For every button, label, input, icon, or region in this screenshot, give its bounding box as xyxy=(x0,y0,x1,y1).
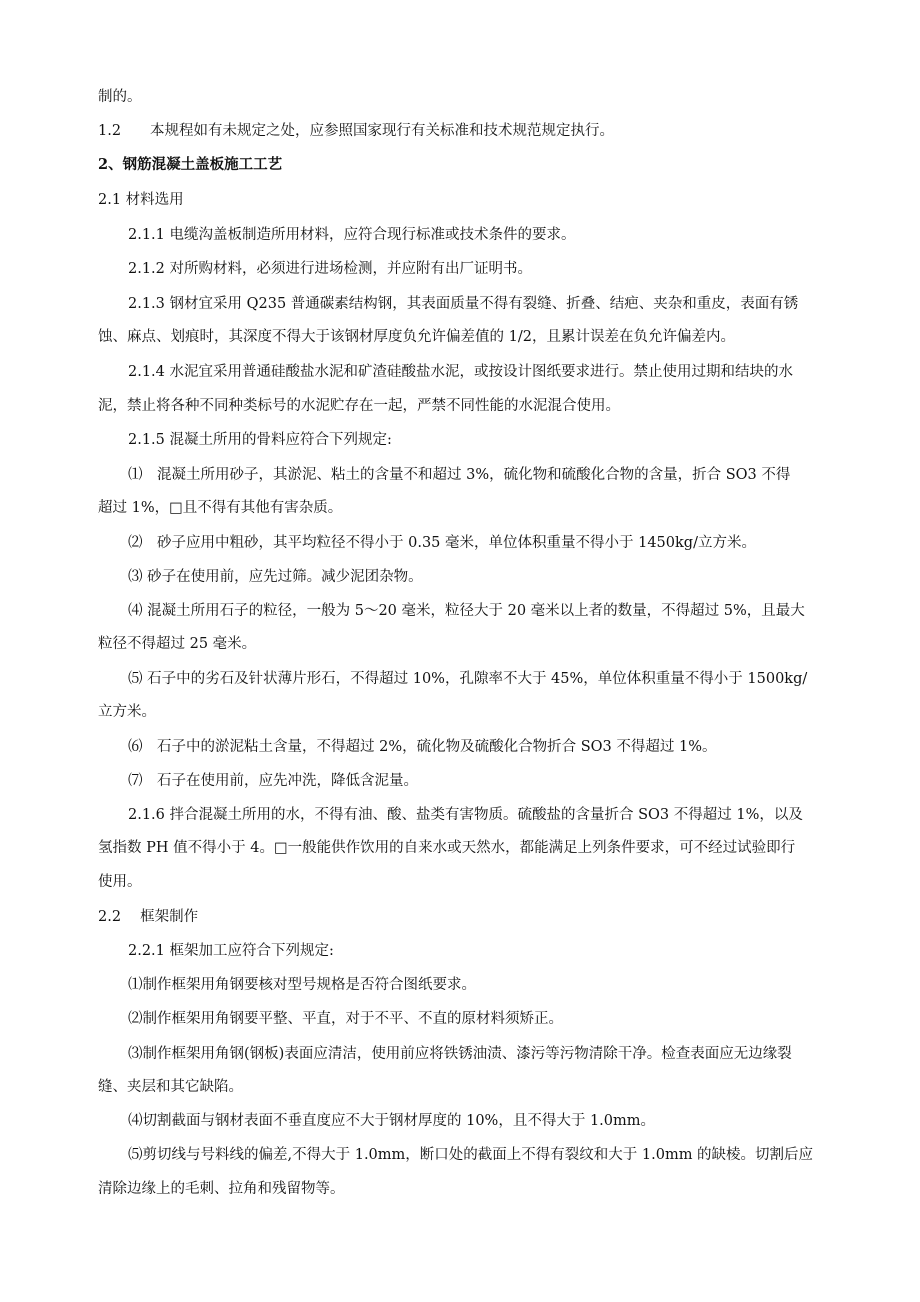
text-line-2-1-5: 2.1.5 混凝土所用的骨料应符合下列规定: xyxy=(128,432,392,448)
text-line-2-1-3: 2.1.3 钢材宜采用 Q235 普通碳素结构钢，其表面质量不得有裂缝、折叠、结疤、夹杂和重皮，表面有锈 xyxy=(128,296,799,312)
text-line-2-1-3-cont: 蚀、麻点、划痕时，其深度不得大于该钢材厚度负允许偏差值的 1/2，且累计误差在负允许偏差内。 xyxy=(98,329,735,345)
list-item-7: ⑺ 石子在使用前，应先冲洗，降低含泥量。 xyxy=(128,773,418,789)
frame-item-4: ⑷切割截面与钢材表面不垂直度应不大于钢材厚度的 10%，且不得大于 1.0mm。 xyxy=(128,1113,656,1129)
text-line-2-1-1: 2.1.1 电缆沟盖板制造所用材料，应符合现行标准或技术条件的要求。 xyxy=(128,227,576,243)
text-line-2-1-6-end: 使用。 xyxy=(98,874,142,890)
text-line-2: 1.2 本规程如有未规定之处，应参照国家现行有关标准和技术规范规定执行。 xyxy=(98,123,615,139)
frame-item-5: ⑸剪切线与号料线的偏差,不得大于 1.0mm，断口处的截面上不得有裂纹和大于 1.0mm 的缺棱。切割后应 xyxy=(128,1147,814,1163)
list-item-2: ⑵ 砂子应用中粗砂，其平均粒径不得小于 0.35 毫米，单位体积重量不得小于 1450kg/立方米。 xyxy=(128,535,756,551)
text-line-1: 制的。 xyxy=(98,89,142,105)
list-item-5: ⑸ 石子中的劣石及针状薄片形石，不得超过 10%，孔隙率不大于 45%，单位体积重量不得小于 1500kg/ xyxy=(128,671,808,687)
frame-item-3: ⑶制作框架用角钢(钢板)表面应清洁，使用前应将铁锈油渍、漆污等污物清除干净。检查表面应无边缘裂 xyxy=(128,1046,792,1062)
text-line-2-1-2: 2.1.2 对所购材料，必须进行进场检测，并应附有出厂证明书。 xyxy=(128,261,533,277)
frame-item-5-cont: 清除边缘上的毛刺、拉角和残留物等。 xyxy=(98,1181,345,1197)
list-item-1-cont: 超过 1%，□且不得有其他有害杂质。 xyxy=(98,500,343,516)
list-item-5-cont: 立方米。 xyxy=(98,704,156,720)
text-line-2-2-1: 2.2.1 框架加工应符合下列规定: xyxy=(128,943,334,959)
text-line-2-1-6-cont: 氢指数 PH 值不得小于 4。□一般能供作饮用的自来水或天然水，都能满足上列条件要求，可不经过试验即行 xyxy=(98,840,796,856)
frame-item-1: ⑴制作框架用角钢要核对型号规格是否符合图纸要求。 xyxy=(128,977,476,993)
text-line-2-1-4-cont: 泥，禁止将各种不同种类标号的水泥贮存在一起，严禁不同性能的水泥混合使用。 xyxy=(98,398,620,414)
frame-item-2: ⑵制作框架用角钢要平整、平直，对于不平、不直的原材料须矫正。 xyxy=(128,1011,563,1027)
frame-item-3-cont: 缝、夹层和其它缺陷。 xyxy=(98,1079,243,1095)
list-item-3: ⑶ 砂子在使用前，应先过筛。减少泥团杂物。 xyxy=(128,569,423,585)
subsection-heading-2-2: 2.2 框架制作 xyxy=(98,909,199,925)
text-line-2-1-6: 2.1.6 拌合混凝土所用的水，不得有油、酸、盐类有害物质。硫酸盐的含量折合 SO3 不得超过 1%，以及 xyxy=(128,807,803,823)
list-item-6: ⑹ 石子中的淤泥粘土含量，不得超过 2%，硫化物及硫酸化合物折合 SO3 不得超过 1%。 xyxy=(128,739,717,755)
subsection-heading-2-1: 2.1 材料选用 xyxy=(98,192,184,208)
list-item-4: ⑷ 混凝土所用石子的粒径，一般为 5～20 毫米，粒径大于 20 毫米以上者的数量，不得超过 5%，且最大 xyxy=(128,603,805,619)
list-item-4-cont: 粒径不得超过 25 毫米。 xyxy=(98,636,257,652)
section-heading-2: 2、钢筋混凝土盖板施工工艺 xyxy=(98,156,283,173)
list-item-1: ⑴ 混凝土所用砂子，其淤泥、粘土的含量不和超过 3%，硫化物和硫酸化合物的含量，折合 SO3 不得 xyxy=(128,467,791,483)
text-line-2-1-4: 2.1.4 水泥宜采用普通硅酸盐水泥和矿渣硅酸盐水泥，或按设计图纸要求进行。禁止使用过期和结块的水 xyxy=(128,364,793,380)
